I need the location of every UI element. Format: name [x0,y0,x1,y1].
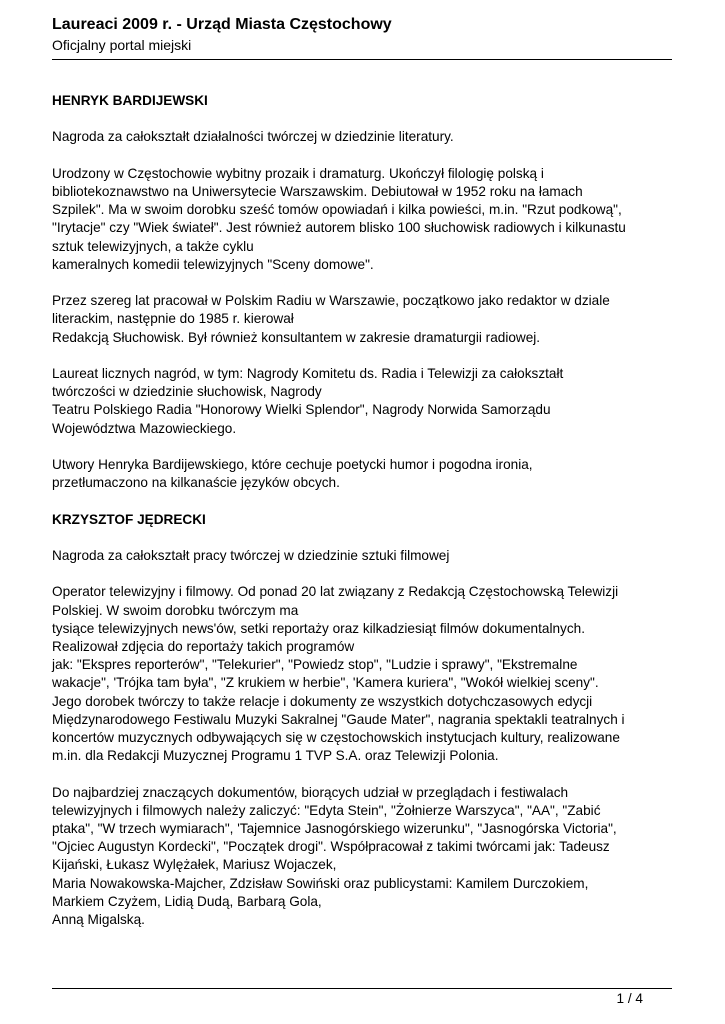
page-title: Laureaci 2009 r. - Urząd Miasta Częstochowy [52,16,392,33]
paragraph [52,456,672,492]
text-line: Międzynarodowego Festiwalu Muzyki Sakralnej "Gaude Mater", nagrania spektakli teatralnych i [52,711,625,727]
text-line: jak: "Ekspres reporterów", "Telekurier", "Powiedz stop", "Ludzie i sprawy", "Ekstremalne [52,657,578,673]
paragraph [52,784,672,930]
text-line: wakacje", 'Trójka tam była", "Z krukiem w herbie", 'Kamera kuriera", "Wokół wielkiej sceny". [52,675,599,691]
text-line: Przez szereg lat pracował w Polskim Radiu w Warszawie, początkowo jako redaktor w dziale [52,293,610,309]
text-line: Urodzony w Częstochowie wybitny prozaik i dramaturg. Ukończył filologię polską i [52,165,544,181]
text-line: Laureat licznych nagród, w tym: Nagrody Komitetu ds. Radia i Telewizji za całokształt [52,365,564,381]
page-header [52,14,672,55]
text-line: Nagroda za całokształt pracy twórczej w dziedzinie sztuki filmowej [52,547,450,563]
text-line: Polskiej. W swoim dorobku twórczym ma [52,602,299,618]
text-line: Anną Migalską. [52,912,145,927]
text-line: Nagroda za całokształt działalności twórczej w dziedzinie literatury. [52,129,454,145]
text-line: Utwory Henryka Bardijewskiego, które cechuje poetycki humor i pogodna ironia, [52,456,533,472]
text-line: Szpilek". Ma w swoim dorobku sześć tomów opowiadań i kilka powieści, m.in. "Rzut podkową", [52,202,622,218]
text-line: twórczości w dziedzinie słuchowisk, Nagrody [52,384,322,400]
text-line: Realizował zdjęcia do reportaży takich programów [52,638,355,654]
text-line: ptaka", "W trzech wymiarach", 'Tajemnice Jasnogórskiego wizerunku", "Jasnogórska Victoria", [52,820,617,836]
section-heading: KRZYSZTOF JĘDRECKI [52,511,206,527]
text-line: "Ojciec Augustyn Kordecki", "Początek drogi". Współpracował z takimi twórcami jak: Tadeusz [52,839,610,855]
text-line: literackim, następnie do 1985 r. kierował [52,311,294,327]
text-line: Do najbardziej znaczących dokumentów, biorących udział w przeglądach i festiwalach [52,784,569,800]
paragraph [52,292,672,347]
header-divider [52,59,672,60]
text-line: "Irytacje" czy "Wiek świateł". Jest również autorem blisko 100 słuchowisk radiowych i kilkunastu [52,220,626,236]
text-line: Teatru Polskiego Radia "Honorowy Wielki Splendor", Nagrody Norwida Samorządu [52,402,551,418]
page-number: 1 / 4 [616,991,643,1006]
text-line: Województwa Mazowieckiego. [52,420,237,436]
text-line: przetłumaczono na kilkanaście języków obcych. [52,475,340,491]
paragraph [52,165,672,274]
paragraph [52,365,672,438]
section-heading: HENRYK BARDIJEWSKI [52,93,208,108]
text-line: Operator telewizyjny i filmowy. Od ponad 20 lat związany z Redakcją Częstochowską Telewizji [52,584,619,600]
paragraph [52,547,672,565]
document-body [52,92,672,947]
paragraph [52,583,672,765]
text-line: m.in. dla Redakcji Muzycznej Programu 1 TVP S.A. oraz Telewizji Polonia. [52,748,499,764]
text-line: bibliotekoznawstwo na Uniwersytecie Warszawskim. Debiutował w 1952 roku na łamach [52,183,583,199]
text-line: Kijański, Łukasz Wylężałek, Mariusz Wojaczek, [52,857,337,873]
text-line: Jego dorobek twórczy to także relacje i dokumenty ze wszystkich dotychczasowych edycji [52,693,593,709]
text-line: Maria Nowakowska-Majcher, Zdzisław Sowiński oraz publicystami: Kamilem Durczokiem, [52,875,589,891]
paragraph [52,128,672,146]
page-subtitle: Oficjalny portal miejski [52,37,192,53]
text-line: Redakcją Słuchowisk. Był również konsultantem w zakresie dramaturgii radiowej. [52,329,541,345]
text-line: kameralnych komedii telewizyjnych "Sceny domowe". [52,256,374,272]
text-line: tysiące telewizyjnych news'ów, setki reportaży oraz kilkadziesiąt filmów dokumentalnych. [52,620,585,636]
text-line: koncertów muzycznych odbywających się w częstochowskich instytucjach kultury, realizowane [52,729,620,745]
footer-divider [52,988,672,989]
text-line: telewizyjnych i filmowych należy zaliczyć: "Edyta Stein", "Żołnierze Warszyca", "AA", "Zabić [52,802,601,818]
text-line: Markiem Czyżem, Lidią Dudą, Barbarą Gola, [52,893,322,909]
text-line: sztuk telewizyjnych, a także cyklu [52,238,254,254]
